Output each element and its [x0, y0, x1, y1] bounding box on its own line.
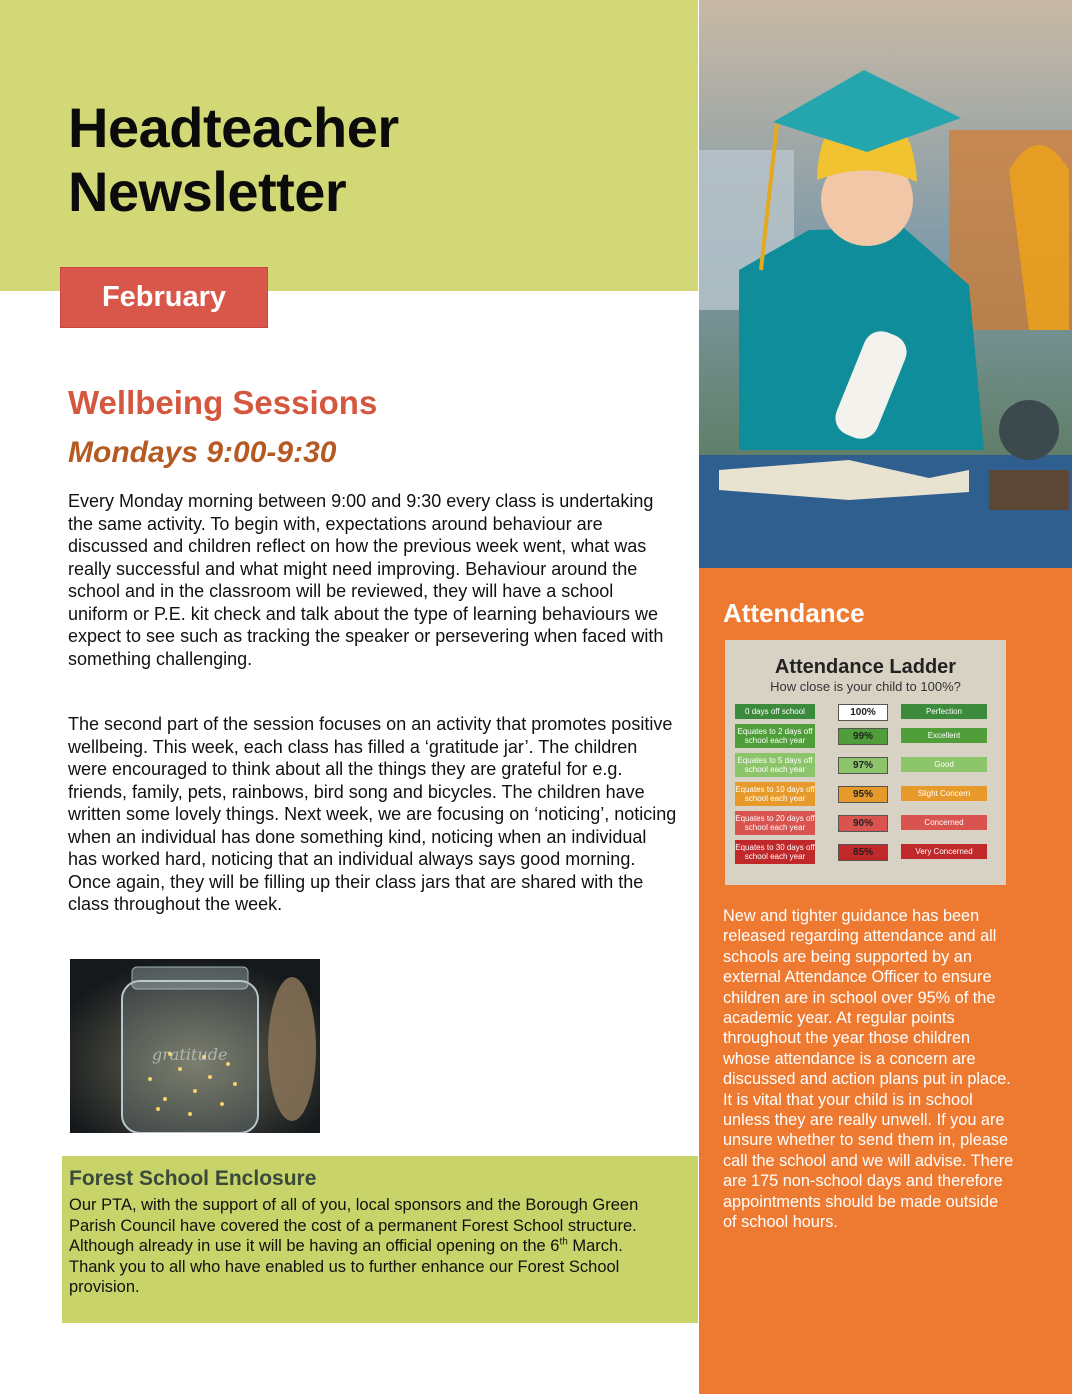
ladder-row-description: Equates to 30 days off school each year [735, 840, 815, 864]
gratitude-jar-photo [70, 959, 320, 1133]
forest-text-part-2: March. Thank you to all who have enabled us to further enhance our Forest School provision. [69, 1237, 623, 1296]
ladder-row-description: Equates to 20 days off school each year [735, 811, 815, 835]
forest-text-part-1: Our PTA, with the support of all of you, local sponsors and the Borough Green Parish Council have covered the cost of a permanent Forest School structure. Although already in use it will be having an official opening on the 6 [69, 1196, 639, 1255]
ladder-row-percentage: 85% [838, 844, 888, 861]
ladder-row-percentage: 100% [838, 704, 888, 721]
forest-text-superscript: th [559, 1236, 568, 1248]
attendance-heading: Attendance [723, 598, 865, 628]
forest-school-box [62, 1156, 698, 1323]
ladder-row-rating: Very Concerned [901, 844, 987, 859]
graduate-child-photo [699, 0, 1072, 568]
jar-label: gratitude [152, 1045, 228, 1064]
ladder-row-description: Equates to 5 days off school each year [735, 753, 815, 777]
wellbeing-paragraph-2: The second part of the session focuses on an activity that promotes positive wellbeing. This week, each class has filled a ‘gratitude jar’. The children were encouraged to think about all the things they are grateful for e.g. friends, family, pets, rainbows, bird song and bicycles. The children have written some lovely things. Next week, we are focusing on ‘noticing’, noticing when an individual has done something kind, noticing when an individual has worked hard, noticing that an individual always says good morning. Once again, they will be filling up their class jars that are shared with the class throughout the week. [68, 714, 677, 914]
ladder-row-description: Equates to 2 days off school each year [735, 724, 815, 748]
ladder-row-description: Equates to 10 days off school each year [735, 782, 815, 806]
ladder-subtitle: How close is your child to 100%? [770, 679, 961, 694]
ladder-title: Attendance Ladder [774, 656, 957, 678]
wellbeing-heading: Wellbeing Sessions [68, 384, 378, 421]
ladder-row-percentage: 95% [838, 786, 888, 803]
attendance-panel [699, 568, 1072, 1394]
ladder-row-rating: Slight Concern [901, 786, 987, 801]
graduate-child-illustration [699, 0, 1072, 568]
ladder-row-rating: Perfection [901, 704, 987, 719]
title-line-2: Newsletter [68, 160, 347, 223]
ladder-row-percentage: 99% [838, 728, 888, 745]
forest-paragraph [69, 1195, 669, 1298]
ladder-row-rating: Good [901, 757, 987, 772]
attendance-ladder-graphic [725, 640, 1006, 885]
wellbeing-paragraph-1: Every Monday morning between 9:00 and 9:30 every class is undertaking the same activity. To begin with, expectations around behaviour are discussed and children reflect on how the previous week went, what was really successful and what might need improving. Behaviour around the school and in the classroom will be reviewed, they will have a school uniform or P.E. kit check and talk about the type of learning behaviours we expect to see such as tracking the speaker or persevering when faced with something challenging. [68, 491, 664, 669]
ladder-row-rating: Excellent [901, 728, 987, 743]
ladder-row-rating: Concerned [901, 815, 987, 830]
month-badge: February [60, 267, 268, 328]
ladder-row-percentage: 97% [838, 757, 888, 774]
attendance-paragraph: New and tighter guidance has been released regarding attendance and all schools are being supported by an external Attendance Officer to ensure children are in school over 95% of the academic year. At regular points throughout the year those children whose attendance is a concern are discussed and action plans put in place. It is vital that your child is in school unless they are really unwell. If you are unsure whether to send them in, please call the school and we will advise. There are 175 non-school days and therefore appointments should be made outside of school hours. [723, 907, 1014, 1232]
forest-heading: Forest School Enclosure [69, 1167, 317, 1190]
ladder-row-description: 0 days off school [735, 704, 815, 719]
ladder-row-percentage: 90% [838, 815, 888, 832]
page-title [68, 96, 399, 224]
title-line-1: Headteacher [68, 96, 399, 159]
wellbeing-subheading: Mondays 9:00-9:30 [68, 436, 337, 469]
